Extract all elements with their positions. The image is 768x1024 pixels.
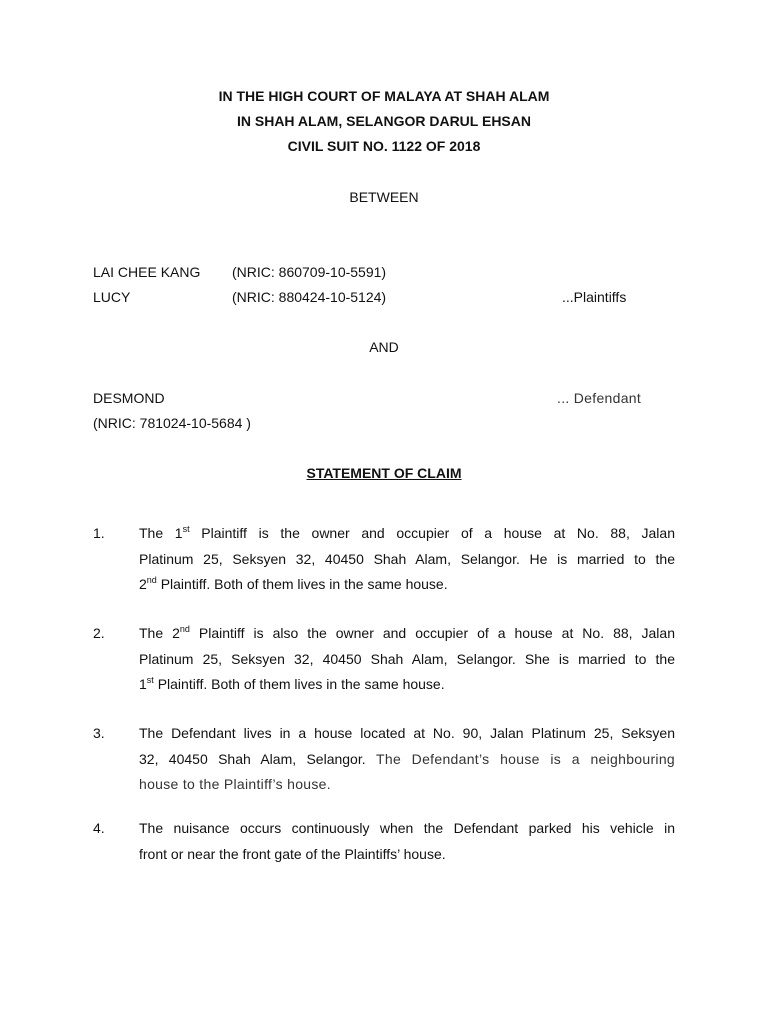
paragraph-line: house to the Plaintiff’s house.	[139, 776, 331, 792]
plaintiff-2-nric: (NRIC: 880424-10-5124)	[232, 289, 387, 305]
paragraph-number: 3.	[93, 725, 105, 741]
statement-of-claim-title: STATEMENT OF CLAIM	[306, 465, 462, 481]
paragraph-body	[139, 816, 675, 867]
paragraph-line: 1st Plaintiff. Both of them lives in the same house.	[139, 675, 445, 692]
plaintiff-1-name: LAI CHEE KANG	[93, 264, 201, 280]
and-label: AND	[369, 339, 399, 355]
paragraph-number: 2.	[93, 625, 105, 641]
paragraph-line: The Defendant lives in a house located at No. 90, Jalan Platinum 25, Seksyen	[139, 725, 675, 741]
paragraph-line: Platinum 25, Seksyen 32, 40450 Shah Alam, Selangor. He is married to the	[139, 550, 675, 567]
paragraph-number: 1.	[93, 525, 105, 541]
defendant-label: ... Defendant	[557, 390, 642, 406]
plaintiffs-label: ...Plaintiffs	[562, 289, 627, 305]
plaintiff-1-nric: (NRIC: 860709-10-5591)	[232, 264, 387, 280]
paragraph-body	[139, 621, 675, 698]
paragraph-line: 2nd Plaintiff. Both of them lives in the same house.	[139, 575, 448, 592]
defendant-name: DESMOND	[93, 390, 165, 406]
case-number: CIVIL SUIT NO. 1122 OF 2018	[287, 138, 481, 154]
paragraph-body	[139, 721, 675, 798]
paragraph-number: 4.	[93, 820, 105, 836]
paragraph-line: The nuisance occurs continuously when the Defendant parked his vehicle in	[139, 820, 675, 836]
paragraph-line: Platinum 25, Seksyen 32, 40450 Shah Alam, Selangor. She is married to the	[139, 650, 675, 667]
paragraph-line: front or near the front gate of the Plaintiffs’ house.	[139, 845, 446, 862]
paragraph-line: The 2nd Plaintiff is also the owner and occupier of a house at No. 88, Jalan	[139, 624, 675, 641]
plaintiff-2-name: LUCY	[93, 289, 131, 305]
between-label: BETWEEN	[349, 189, 419, 205]
court-heading-line-1: IN THE HIGH COURT OF MALAYA AT SHAH ALAM	[218, 88, 550, 104]
paragraph-body	[139, 521, 675, 598]
court-heading-line-2: IN SHAH ALAM, SELANGOR DARUL EHSAN	[236, 113, 531, 129]
defendant-nric: (NRIC: 781024-10-5684 )	[93, 415, 251, 431]
paragraph-line: 32, 40450 Shah Alam, Selangor. The Defendant’s house is a neighbouring	[139, 750, 675, 767]
paragraph-line: The 1st Plaintiff is the owner and occupier of a house at No. 88, Jalan	[139, 524, 675, 541]
